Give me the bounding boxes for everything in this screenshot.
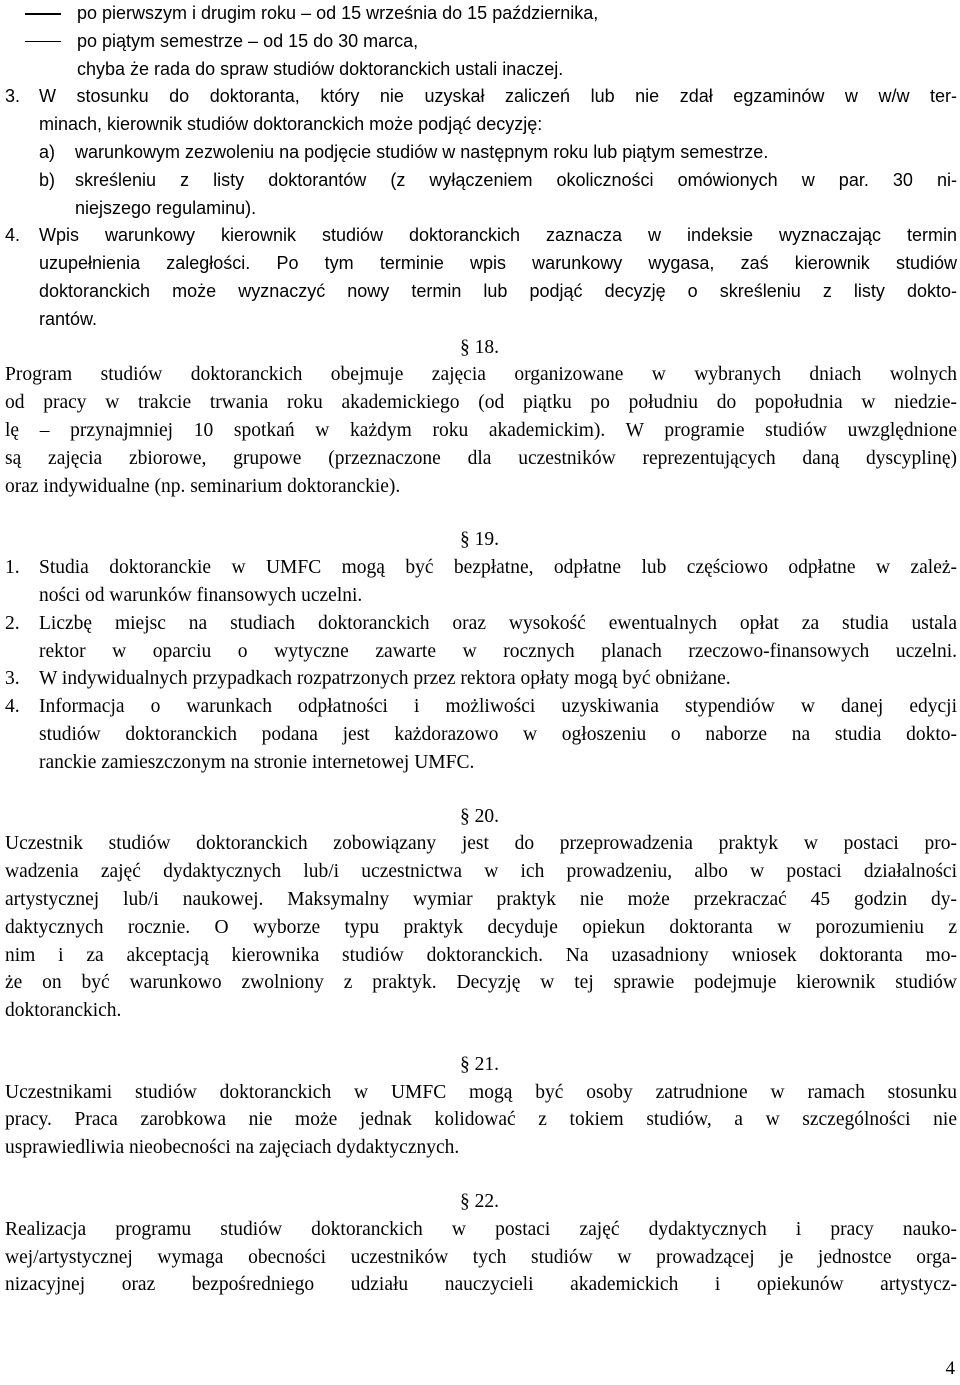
- item-text: W indywidualnych przypadkach rozpatrzonych przez rektora opłaty mogą być obniżane.: [39, 668, 731, 690]
- dash-list-continuation: [5, 56, 957, 84]
- body-line: lę – przynajmniej 10 spotkań w każdym roku akademickim). W programie studiów uwzględnione: [5, 419, 957, 441]
- item-3-line: [5, 83, 957, 111]
- item-text: uzupełnienia zaległości. Po tym terminie wpis warunkowy wygasa, zaś kierownik studiów: [39, 253, 957, 274]
- item-4-line: [5, 250, 957, 278]
- spacer: [5, 1025, 957, 1051]
- body-line: są zajęcia zbiorowe, grupowe (przeznaczone dla uczestników reprezentujących daną dyscyplinę): [5, 447, 957, 469]
- item-text: doktoranckich może wyznaczyć nowy termin lub podjąć decyzję o skreśleniu z listy dokto-: [39, 280, 957, 301]
- item-text: Informacja o warunkach odpłatności i możliwości uzyskiwania stypendiów w danej edycji: [39, 696, 957, 718]
- item-number: 3.: [5, 86, 21, 107]
- body-line: Uczestnik studiów doktoranckich zobowiązany jest do przeprowadzenia praktyk w postaci pro-: [5, 833, 957, 855]
- item-text: Wpis warunkowy kierownik studiów doktoranckich zaznacza w indeksie wyznaczając termin: [39, 225, 957, 246]
- list-item-cont: [5, 749, 957, 777]
- body-line: że on być warunkowo zwolniony z praktyk. Decyzję w tej sprawie podejmuje kierownik studiów: [5, 972, 957, 994]
- body-line: nim i za akceptacją kierownika studiów doktoranckich. Na uzasadniony wniosek doktoranta mo-: [5, 944, 957, 966]
- item-4-line: [5, 306, 957, 334]
- body-line: daktycznych rocznie. O wyborze typu praktyk decyduje opiekun doktoranta w porozumieniu z: [5, 916, 957, 938]
- section-heading-21: § 21.: [460, 1053, 499, 1075]
- body-line: wadzenia zajęć dydaktycznych lub/i uczestnictwa w ich prowadzeniu, albo w postaci działalności: [5, 861, 957, 883]
- item-text: Liczbę miejsc na studiach doktoranckich oraz wysokość ewentualnych opłat za studia ustala: [39, 612, 957, 634]
- dash-list-item: [5, 0, 957, 28]
- section-heading-18: § 18.: [460, 336, 499, 358]
- dash-item-text: po piątym semestrze – od 15 do 30 marca,: [77, 30, 419, 51]
- body-line: Uczestnikami studiów doktoranckich w UMFC mogą być osoby zatrudnione w ramach stosunku: [5, 1081, 957, 1103]
- item-text: rantów.: [39, 308, 98, 329]
- section-heading-22: § 22.: [460, 1191, 499, 1213]
- item-3-sub-a: [5, 139, 957, 167]
- dash-item-text: po pierwszym i drugim roku – od 15 września do 15 października,: [77, 3, 599, 23]
- sub-item-label: a): [39, 141, 56, 162]
- section-19-body: [5, 554, 957, 776]
- page-number: 4: [945, 1358, 955, 1379]
- item-number: 3.: [5, 668, 20, 690]
- dash-list-item: [5, 28, 957, 56]
- list-item-cont: [5, 721, 957, 749]
- list-item-cont: [5, 582, 957, 610]
- section-20-body: [5, 830, 957, 1025]
- body-line: artystycznej lub/i naukowej. Maksymalny wymiar praktyk nie może przekraczać 45 godzin dy-: [5, 888, 957, 910]
- body-line: usprawiedliwia nieobecności na zajęciach dydaktycznych.: [5, 1137, 460, 1159]
- item-3-sub-b-cont: [5, 195, 957, 223]
- spacer: [5, 1162, 957, 1188]
- item-number: 2.: [5, 612, 20, 634]
- list-item: [5, 554, 957, 582]
- dash-list: [5, 0, 957, 83]
- item-text: minach, kierownik studiów doktoranckich może podjąć decyzję:: [39, 114, 543, 135]
- list-item: [5, 693, 957, 721]
- item-number: 4.: [5, 225, 21, 246]
- item-number: 4.: [5, 696, 20, 718]
- item-text: studiów doktoranckich podana jest każdorazowo w ogłoszeniu o naborze na studia dokto-: [39, 723, 957, 745]
- body-line: nizacyjnej oraz bezpośredniego udziału nauczycieli akademickich i opiekunów artystycz-: [5, 1274, 957, 1296]
- list-item: [5, 665, 957, 693]
- dash-bullet-icon: [25, 41, 61, 43]
- dash-bullet-icon: [25, 13, 61, 15]
- section-22-body: [5, 1216, 957, 1299]
- section-heading-19: § 19.: [460, 529, 499, 551]
- paragraph-17-item-3: [5, 83, 957, 222]
- body-line: pracy. Praca zarobkowa nie może jednak kolidować z tokiem studiów, a w szczególności nie: [5, 1109, 957, 1131]
- section-21-body: [5, 1079, 957, 1162]
- document-page: [5, 0, 957, 1299]
- item-3-sub-b: [5, 167, 957, 195]
- list-item: [5, 610, 957, 638]
- item-3-line: [5, 111, 957, 139]
- spacer: [5, 500, 957, 526]
- item-text: ności od warunków finansowych uczelni.: [39, 584, 363, 606]
- sub-item-text: warunkowym zezwoleniu na podjęcie studiów w następnym roku lub piątym semestrze.: [75, 141, 769, 162]
- item-text: Studia doktoranckie w UMFC mogą być bezpłatne, odpłatne lub częściowo odpłatne w zależ-: [39, 557, 957, 579]
- item-text: W stosunku do doktoranta, który nie uzyskał zaliczeń lub nie zdał egzaminów w w/w ter-: [39, 86, 957, 107]
- section-heading-20: § 20.: [460, 805, 499, 827]
- dash-continuation-text: chyba że rada do spraw studiów doktoranckich ustali inaczej.: [77, 58, 564, 79]
- section-18-body: [5, 361, 957, 500]
- body-line: doktoranckich.: [5, 1000, 122, 1022]
- body-line: od pracy w trakcie trwania roku akademickiego (od piątku po południu do popołudnia w niedzie-: [5, 392, 957, 414]
- item-4-line: [5, 222, 957, 250]
- item-4-line: [5, 278, 957, 306]
- body-line: wej/artystycznej wymaga obecności uczestników tych studiów w prowadzącej je jednostce orga-: [5, 1246, 957, 1268]
- paragraph-17-item-4: [5, 222, 957, 333]
- body-line: oraz indywidualne (np. seminarium doktoranckie).: [5, 475, 401, 497]
- sub-item-text: skreśleniu z listy doktorantów (z wyłączeniem okoliczności omówionych w par. 30 ni-: [75, 169, 957, 190]
- list-item-cont: [5, 638, 957, 666]
- item-text: rektor w oparciu o wytyczne zawarte w rocznych planach rzeczowo-finansowych uczelni.: [39, 640, 957, 662]
- item-number: 1.: [5, 557, 20, 579]
- item-text: ranckie zamieszczonym na stronie internetowej UMFC.: [39, 751, 475, 773]
- body-line: Realizacja programu studiów doktoranckich w postaci zajęć dydaktycznych i pracy nauko-: [5, 1218, 957, 1240]
- body-line: Program studiów doktoranckich obejmuje zajęcia organizowane w wybranych dniach wolnych: [5, 364, 957, 386]
- sub-item-text: niejszego regulaminu).: [75, 197, 257, 218]
- spacer: [5, 777, 957, 803]
- sub-item-label: b): [39, 169, 56, 190]
